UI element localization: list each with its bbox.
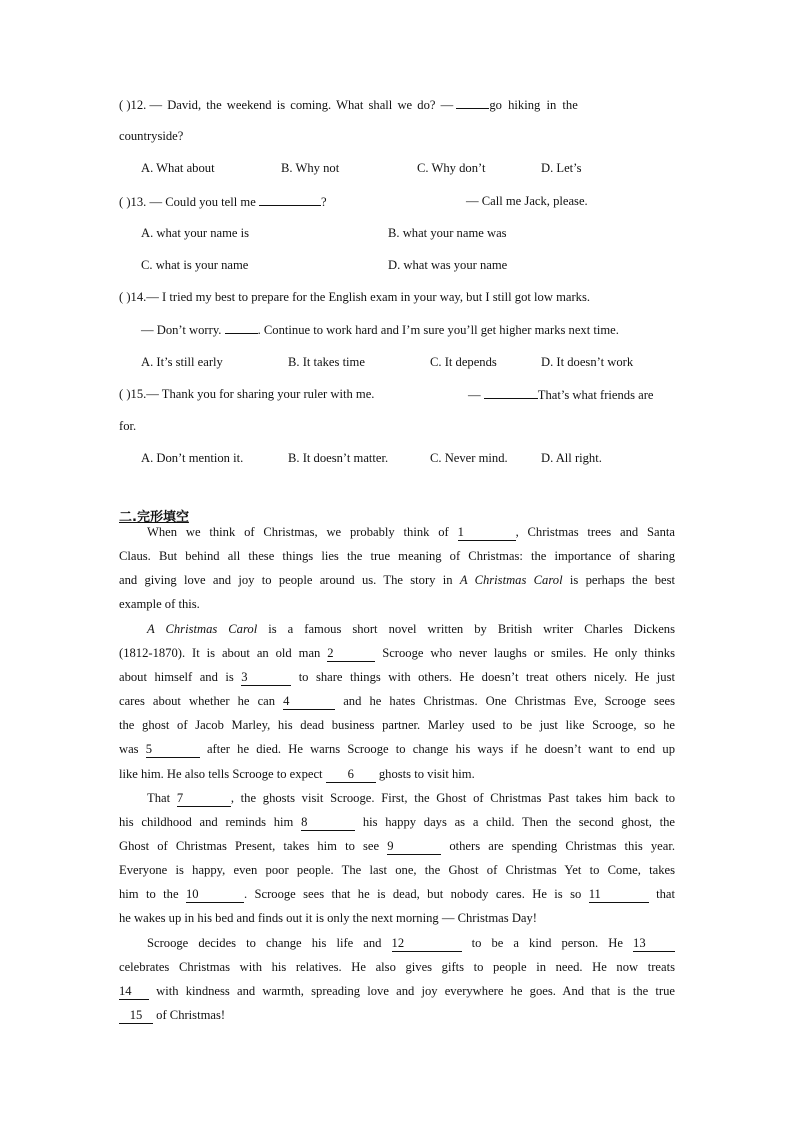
question-number: 14.	[130, 290, 147, 304]
passage-text: Scrooge who never laughs or smiles. He only thinks	[382, 646, 675, 660]
cloze-blank-5: 5	[146, 742, 200, 758]
passage-text: , Christmas trees and Santa	[515, 525, 675, 539]
cloze-blank-6: 6	[326, 767, 376, 783]
option-d: D. Let’s	[541, 161, 582, 175]
passage-p2-line7	[119, 766, 475, 783]
option-b: B. It takes time	[288, 355, 365, 369]
answer-blank	[484, 386, 538, 399]
option-c: C. Never mind.	[430, 451, 508, 465]
passage-text: cares about whether he can	[119, 694, 276, 708]
cloze-blank-9: 9	[387, 839, 441, 855]
answer-paren: ( )	[119, 98, 131, 112]
passage-text: about himself and is	[119, 670, 234, 684]
passage-text: others are spending Christmas this year.	[449, 839, 675, 853]
question-stem: — I tried my best to prepare for the English exam in your way, but I still got low marks.	[146, 290, 591, 304]
book-title: A Christmas Carol	[459, 573, 563, 587]
question-reply: — Don’t worry.	[141, 323, 222, 337]
question-stem: — Could you tell me	[149, 195, 256, 209]
passage-text: That	[147, 791, 171, 805]
passage-text: and giving love and joy to people around us. The story in	[119, 573, 453, 587]
passage-text: is a famous short novel written by British writer Charles Dickens	[268, 622, 676, 636]
passage-text: of Christmas!	[156, 1008, 226, 1022]
question-stem: — David, the weekend is coming. What shall we do? —	[149, 98, 454, 112]
passage-text: . Scrooge sees that he is dead, but nobody cares. He is so	[243, 887, 582, 901]
cloze-blank-2: 2	[327, 646, 375, 662]
question-stem-end: ?	[320, 195, 327, 209]
option-c: C. what is your name	[141, 258, 249, 272]
passage-text: was	[119, 742, 139, 756]
option-a: A. Don’t mention it.	[141, 451, 244, 465]
passage-text: When we think of Christmas, we probably think of	[147, 525, 449, 539]
cloze-blank-11: 11	[589, 887, 649, 903]
option-b: B. what your name was	[388, 226, 507, 240]
passage-text: Ghost of Christmas Present, takes him to see	[119, 839, 380, 853]
cloze-blank-12: 12	[392, 936, 462, 952]
passage-p1-line2: Claus. But behind all these things lies the true meaning of Christmas: the importance of sharing	[119, 549, 675, 563]
passage-p3-line1	[147, 790, 675, 807]
passage-p2-line3	[119, 669, 675, 686]
question-stem-end: That’s what friends are	[537, 388, 654, 402]
passage-p1-line3	[119, 572, 675, 588]
question-15-line2: for.	[119, 419, 137, 433]
option-d: D. All right.	[541, 451, 602, 465]
cloze-blank-7: 7	[177, 791, 231, 807]
cloze-blank-10: 10	[186, 887, 244, 903]
passage-text: ghosts to visit him.	[378, 767, 475, 781]
option-a: A. what your name is	[141, 226, 250, 240]
question-number: 15.	[130, 387, 147, 401]
passage-p3-line6: he wakes up in his bed and finds out it is only the next morning — Christmas Day!	[119, 911, 537, 925]
question-15-line1	[119, 386, 374, 402]
option-a: A. It’s still early	[141, 355, 223, 369]
answer-paren: ( )	[119, 195, 131, 209]
passage-p2-line4	[119, 693, 675, 710]
passage-p2-line5: the ghost of Jacob Marley, his dead business partner. Marley used to be just like Scrooge, so he	[119, 718, 675, 732]
answer-blank	[456, 96, 489, 109]
book-title: A Christmas Carol	[147, 622, 258, 636]
question-15-reply	[468, 386, 654, 403]
passage-text: and he hates Christmas. One Christmas Eve, Scrooge sees	[343, 694, 675, 708]
option-b: B. It doesn’t matter.	[288, 451, 389, 465]
passage-text: his happy days as a child. Then the second ghost, the	[362, 815, 675, 829]
passage-text: with kindness and warmth, spreading love and joy everywhere he goes. And that is the true	[156, 984, 675, 998]
passage-text: like him. He also tells Scrooge to expect	[119, 767, 323, 781]
option-a: A. What about	[141, 161, 215, 175]
cloze-blank-15: 15	[119, 1008, 153, 1024]
question-number: 12.	[130, 98, 147, 112]
passage-p4-line4	[119, 1007, 225, 1024]
answer-blank	[225, 321, 258, 334]
section-heading: 二.完形填空	[119, 510, 189, 525]
passage-text: is perhaps the best	[569, 573, 675, 587]
passage-text: him to the	[119, 887, 179, 901]
passage-p3-line4: Everyone is happy, even poor people. The last one, the Ghost of Christmas Yet to Come, takes	[119, 863, 675, 877]
cloze-blank-4: 4	[283, 694, 335, 710]
answer-blank	[259, 193, 321, 206]
question-stem-end: go hiking in the	[489, 98, 578, 112]
passage-text: , the ghosts visit Scrooge. First, the Ghost of Christmas Past takes him back to	[230, 791, 675, 805]
cloze-blank-13: 13	[633, 936, 675, 952]
passage-text: his childhood and reminds him	[119, 815, 294, 829]
passage-text: that	[656, 887, 675, 901]
passage-text: to share things with others. He doesn’t treat others nicely. He just	[298, 670, 675, 684]
passage-p2-line1	[147, 621, 675, 637]
reply-dash: —	[468, 388, 481, 402]
answer-paren: ( )	[119, 387, 131, 401]
question-13-line1	[119, 193, 327, 210]
option-c: C. It depends	[430, 355, 497, 369]
passage-p2-line2	[119, 645, 675, 662]
question-stem: — Thank you for sharing your ruler with me.	[146, 387, 375, 401]
passage-p2-line6	[119, 741, 675, 758]
passage-p4-line3	[119, 983, 675, 1000]
cloze-blank-3: 3	[241, 670, 291, 686]
question-12-line2: countryside?	[119, 129, 184, 143]
question-number: 13.	[130, 195, 147, 209]
option-c: C. Why don’t	[417, 161, 486, 175]
question-14-line1	[119, 289, 590, 305]
passage-text: Scrooge decides to change his life and	[147, 936, 382, 950]
question-13-reply: — Call me Jack, please.	[466, 194, 588, 208]
question-12-line1	[119, 96, 578, 113]
option-b: B. Why not	[281, 161, 340, 175]
option-d: D. It doesn’t work	[541, 355, 634, 369]
passage-text: to be a kind person. He	[471, 936, 623, 950]
passage-text: after he died. He warns Scrooge to change his ways if he doesn’t want to end up	[206, 742, 675, 756]
passage-p3-line3	[119, 838, 675, 855]
passage-p1-line4: example of this.	[119, 597, 200, 611]
passage-p3-line5	[119, 886, 675, 903]
passage-p3-line2	[119, 814, 675, 831]
question-14-line2	[141, 321, 619, 338]
answer-paren: ( )	[119, 290, 131, 304]
passage-p4-line2: celebrates Christmas with his relatives. He also gives gifts to people in need. He now treats	[119, 960, 675, 974]
cloze-blank-14: 14	[119, 984, 149, 1000]
passage-p4-line1	[147, 935, 675, 952]
question-reply-end: . Continue to work hard and I’m sure you’ll get higher marks next time.	[257, 323, 619, 337]
cloze-blank-1: 1	[458, 525, 516, 541]
passage-p1-line1	[147, 524, 675, 541]
cloze-blank-8: 8	[301, 815, 355, 831]
option-d: D. what was your name	[388, 258, 508, 272]
passage-text: (1812-1870). It is about an old man	[119, 646, 321, 660]
